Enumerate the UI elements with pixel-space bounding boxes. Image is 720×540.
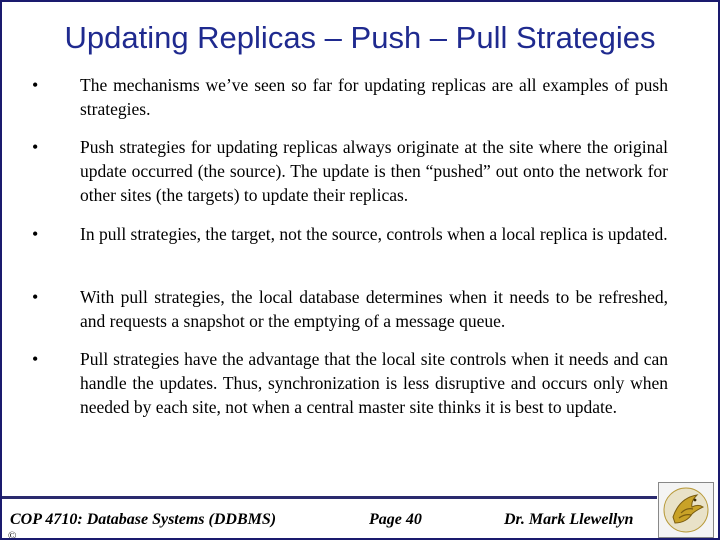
footer-course: COP 4710: Database Systems (DDBMS) [10, 511, 277, 528]
footer-author: Dr. Mark Llewellyn [504, 511, 634, 528]
bullet-text: In pull strategies, the target, not the source, controls when a local replica is updated. [80, 224, 668, 244]
footer-copyright: © [8, 530, 17, 540]
bullet-marker: • [32, 137, 39, 157]
footer-page-number: Page 40 [369, 511, 422, 528]
bullet-text: With pull strategies, the local database determines when it needs to be refreshed, and requests a snapshot or the emptying of a message queue. [80, 287, 668, 331]
bullet-text: Push strategies for updating replicas always originate at the site where the original update occurred (the source). The update is then “pushed” out onto the network for other sites (the targets) to update their replicas. [80, 137, 668, 205]
bullet-text: The mechanisms we’ve seen so far for updating replicas are all examples of push strategies. [80, 75, 668, 119]
bullet-marker: • [32, 287, 39, 307]
bullet-text: Pull strategies have the advantage that the local site controls when it needs and can handle the updates. Thus, synchronization is less disruptive and occurs only when needed by each site, not when a central master site thinks it is best to update. [80, 349, 668, 417]
ucf-pegasus-logo-icon [658, 482, 714, 538]
slide-title: Updating Replicas – Push – Pull Strategies [64, 20, 656, 55]
bullet-marker: • [32, 224, 39, 244]
bullet-marker: • [32, 349, 39, 369]
footer-divider [2, 496, 657, 499]
bullet-marker: • [32, 75, 39, 95]
